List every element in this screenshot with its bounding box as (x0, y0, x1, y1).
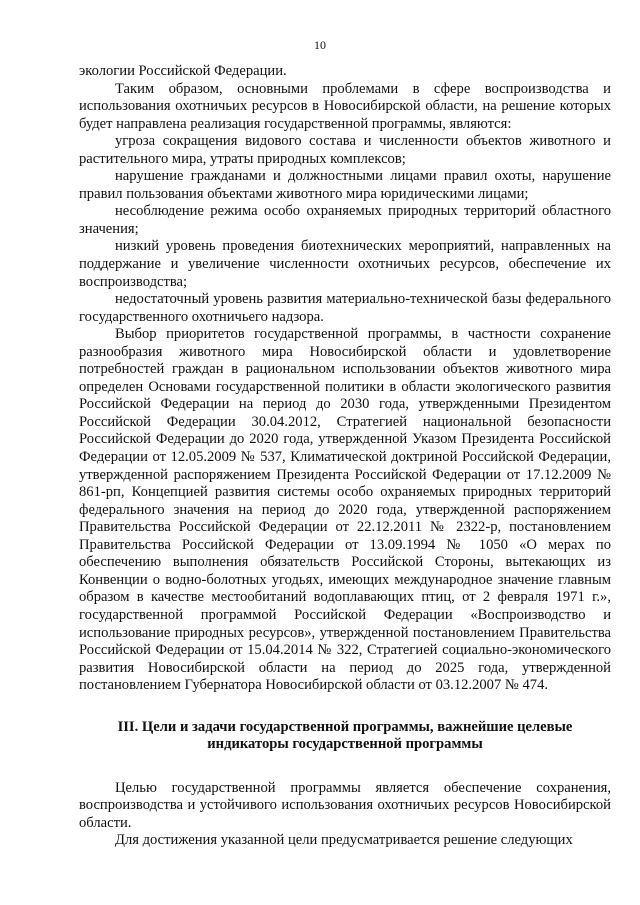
paragraph-continuation: экологии Российской Федерации. (79, 63, 287, 79)
paragraph-problem-item: нарушение гражданами и должностными лицами правил охоты, нарушение правил пользования объектами животного мира юридическими лицами; (79, 168, 611, 202)
page-number: 10 (314, 38, 326, 52)
paragraph-problem-item: недостаточный уровень развития материально-технической базы федерального государственного охотничьего надзора. (79, 291, 611, 325)
section-heading: III. Цели и задачи государственной программы, важнейшие целевые индикаторы государственной программы (117, 718, 573, 753)
paragraph-problems-intro: Таким образом, основными проблемами в сфере воспроизводства и использования охотничьих ресурсов в Новосибирской области, на решение которых будет направлена реализация государственной программы, являются: (79, 80, 611, 132)
paragraph-problem-item: низкий уровень проведения биотехнических мероприятий, направленных на поддержание и увеличение численности охотничьих ресурсов, обеспечение их воспроизводства; (79, 238, 611, 290)
paragraph-priorities: Выбор приоритетов государственной программы, в частности сохранение разнообразия животного мира Новосибирской области и удовлетворение потребностей граждан в рациональном использовании объектов животного мира определен Основами государственной политики в области экологического развития Российской Федерации на период до 2030 года, утвержденными Президентом Российской Федерации 30.04.2012, Стратегией национальной безопасности Российской Федерации до 2020 года, утвержденной Указом Президента Российской Федерации от 12.05.2009 № 537, Климатической доктриной Российской Федерации, утвержденной распоряжением Президента Российской Федерации от 17.12.2009 № 861-рп, Концепцией развития системы особо охраняемых природных территорий федерального значения на период до 2020 года, утвержденной распоряжением Правительства Российской Федерации от 22.12.2011 № 2322-р, постановлением Правительства Российской Федерации от 13.09.1994 № 1050 «О мерах по обеспечению выполнения обязательств Российской Стороны, вытекающих из Конвенции о водно-болотных угодьях, имеющих международное значение главным образом в качестве местообитаний водоплавающих птиц, от 2 февраля 1971 г.», государственной программой Российской Федерации «Воспроизводство и использование природных ресурсов», утвержденной постановлением Правительства Российской Федерации от 15.04.2014 № 322, Стратегией социально-экономического развития Новосибирской области на период до 2025 года, утвержденной постановлением Губернатора Новосибирской области от 03.12.2007 № 474. (79, 326, 611, 694)
page-content (79, 63, 611, 850)
paragraph-goal: Целью государственной программы является обеспечение сохранения, воспроизводства и устойчивого использования охотничьих ресурсов Новосибирской области. (79, 779, 611, 831)
paragraph-problem-item: несоблюдение режима особо охраняемых природных территорий областного значения; (79, 203, 611, 237)
paragraph-tasks-intro: Для достижения указанной цели предусматривается решение следующих (115, 832, 573, 849)
paragraph-problem-item: угроза сокращения видового состава и численности объектов животного и растительного мира, утраты природных комплексов; (79, 133, 611, 167)
